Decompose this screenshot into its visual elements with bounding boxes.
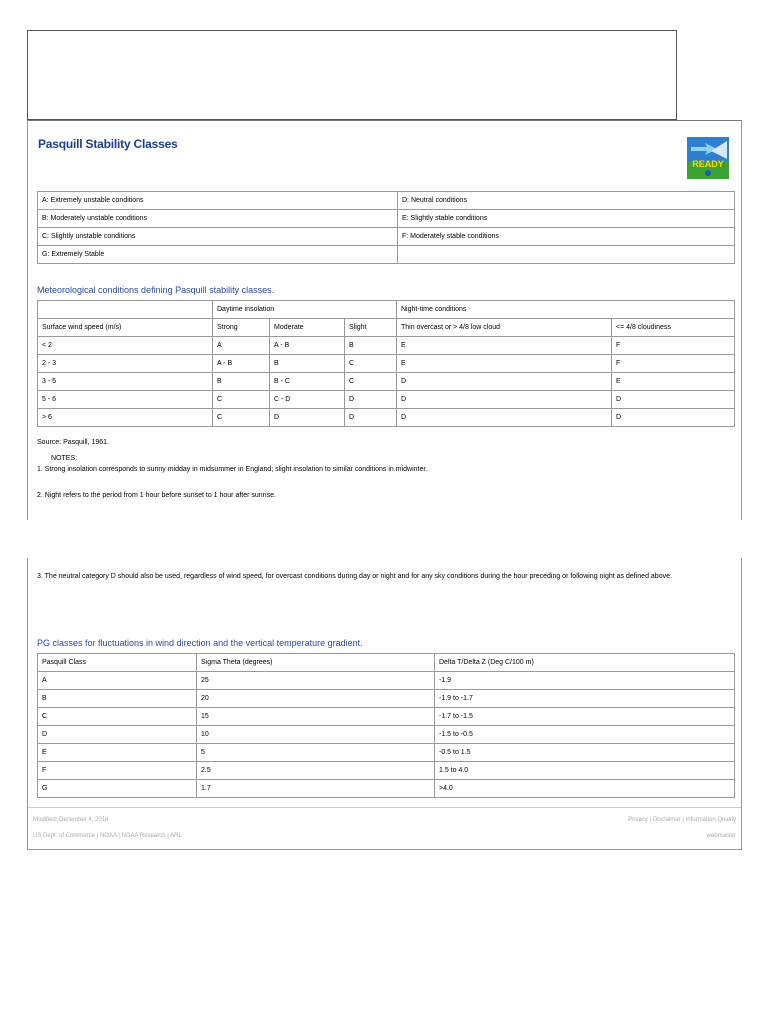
table-row: 3 - 5 B B - C C D E [38,373,735,391]
class-cell [398,246,735,264]
class-cell: D: Neutral conditions [398,192,735,210]
footer-link-privacy[interactable]: Privacy [628,817,648,823]
content-panel-top [27,120,742,520]
table-row: C 15 -1.7 to -1.5 [38,708,735,726]
table-row: > 6 C D D D D [38,409,735,427]
footer-link-commerce[interactable]: US Dept. of Commerce [33,833,96,839]
footer-link-information-quality[interactable]: Information Quality [685,817,736,823]
met-section-title: Meteorological conditions defining Pasquill stability classes. [37,285,275,295]
stability-class-table [37,191,735,264]
header-cell: Surface wind speed (m/s) [38,319,213,337]
footer-link-disclaimer[interactable]: Disclaimer [652,817,681,823]
table-row [38,301,735,319]
top-banner-box [27,30,677,120]
table-row: 2 - 3 A - B B C E F [38,355,735,373]
table-row: < 2 A A - B B E F [38,337,735,355]
class-cell: A: Extremely unstable conditions [38,192,398,210]
table-row [38,228,735,246]
table-row: A 25 -1.9 [38,672,735,690]
content-panel-bottom [27,558,742,850]
header-cell: Daytime insolation [213,301,397,319]
header-cell: Delta T/Delta Z (Deg C/100 m) [435,654,735,672]
ready-logo-icon [687,137,729,179]
table-row: B 20 -1.9 to -1.7 [38,690,735,708]
footer-links-right: Privacy | Disclaimer | Information Quality [628,817,736,823]
svg-text:READY: READY [692,159,724,169]
page-title: Pasquill Stability Classes [38,137,178,151]
table-row: 5 - 6 C C - D D D D [38,391,735,409]
modified-date: Modified: December 4, 2018 [33,817,109,823]
pg-section-title: PG classes for fluctuations in wind direction and the vertical temperature gradient. [37,638,363,648]
footer-link-noaa[interactable]: NOAA [99,833,117,839]
header-cell [38,301,213,319]
table-row [38,210,735,228]
table-row [38,654,735,672]
header-cell: Thin overcast or > 4/8 low cloud [397,319,612,337]
header-cell: Pasquill Class [38,654,197,672]
table-row: G 1.7 >4.0 [38,780,735,798]
class-cell: F: Moderately stable conditions [398,228,735,246]
table-row [38,192,735,210]
note-2: 2. Night refers to the period from 1 hour before sunset to 1 hour after sunrise. [37,492,276,499]
note-3: 3. The neutral category D should also be used, regardless of wind speed, for overcast conditions during day or night and for any sky conditions during the hour preceding or following night as defined above. [37,573,672,580]
table-row [38,246,735,264]
header-cell: Strong [213,319,270,337]
notes-label: NOTES: [51,455,78,462]
table-row: E 5 -0.5 to 1.5 [38,744,735,762]
class-cell: G: Extremely Stable [38,246,398,264]
met-conditions-table [37,300,735,427]
source-text: Source: Pasquill, 1961. [37,439,109,446]
table-row: D 10 -1.5 to -0.5 [38,726,735,744]
footer-link-webmaster[interactable]: webmaster [706,833,736,839]
footer-link-noaa-research[interactable]: NOAA Research [121,833,166,839]
pg-classes-table [37,653,735,798]
note-1: 1. Strong insolation corresponds to sunny midday in midsummer in England; slight insolation to similar conditions in midwinter. [37,466,428,473]
footer-link-arl[interactable]: ARL [170,833,182,839]
header-cell: Moderate [270,319,345,337]
header-cell: Night-time conditions [397,301,735,319]
header-cell: <= 4/8 cloudiness [612,319,735,337]
header-cell: Sigma Theta (degrees) [197,654,435,672]
header-cell: Slight [345,319,397,337]
table-row: F 2.5 1.5 to 4.0 [38,762,735,780]
class-cell: B: Moderately unstable conditions [38,210,398,228]
class-cell: C: Slightly unstable conditions [38,228,398,246]
footer-links-left: US Dept. of Commerce | NOAA | NOAA Research | ARL [33,833,182,839]
table-row [38,319,735,337]
class-cell: E: Slightly stable conditions [398,210,735,228]
